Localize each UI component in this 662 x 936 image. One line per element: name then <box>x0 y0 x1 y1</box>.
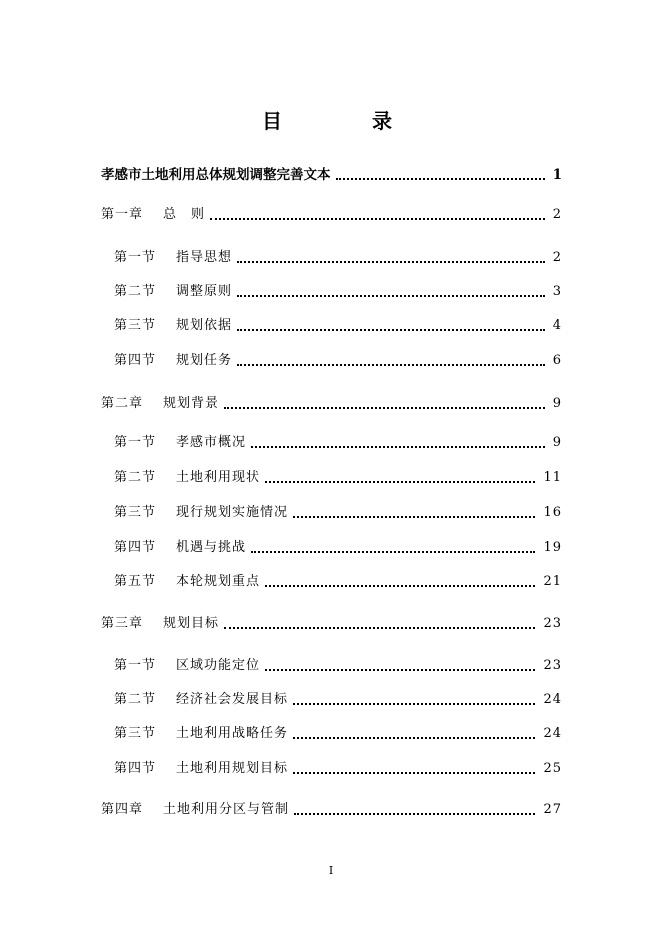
toc-leader-dots <box>265 481 535 483</box>
toc-leader-dots <box>224 407 545 409</box>
toc-entry[interactable] <box>114 282 562 302</box>
footer-page-number: I <box>328 864 334 877</box>
toc-entry[interactable] <box>114 316 562 336</box>
toc-entry[interactable] <box>114 538 562 558</box>
toc-entry-number: 第四节 <box>114 353 157 368</box>
toc-entry-page: 16 <box>543 505 562 520</box>
toc-entry-number: 第三章 <box>101 616 144 631</box>
toc-leader-dots <box>210 218 545 220</box>
toc-leader-dots <box>294 813 535 815</box>
toc-leader-dots <box>237 295 545 297</box>
toc-leader-dots <box>224 627 535 629</box>
toc-leader-dots <box>251 551 535 553</box>
toc-entry-number: 第三节 <box>114 318 157 333</box>
toc-leader-dots <box>336 178 545 180</box>
toc-entry-number: 第三节 <box>114 505 157 520</box>
toc-entry-page: 19 <box>543 540 562 555</box>
toc-entry-label: 孝感市土地利用总体规划调整完善文本 <box>101 167 331 183</box>
toc-entry-number: 第一节 <box>114 250 157 265</box>
toc-entry-label: 现行规划实施情况 <box>176 505 289 520</box>
toc-entry-number: 第一节 <box>114 435 157 450</box>
toc-entry-label: 区域功能定位 <box>176 658 261 673</box>
toc-entry-label: 经济社会发展目标 <box>176 692 289 707</box>
toc-entry-number: 第三节 <box>114 726 157 741</box>
toc-entry-label: 土地利用规划目标 <box>176 761 289 776</box>
toc-entry-page: 21 <box>543 574 562 589</box>
toc-leader-dots <box>293 737 535 739</box>
toc-entry[interactable] <box>114 759 562 779</box>
toc-entry-label: 土地利用战略任务 <box>176 726 289 741</box>
toc-leader-dots <box>251 446 545 448</box>
toc-entry[interactable] <box>114 248 562 268</box>
toc-leader-dots <box>237 261 545 263</box>
toc-leader-dots <box>293 516 535 518</box>
toc-entry-label: 调整原则 <box>176 284 233 299</box>
toc-entry-page: 24 <box>543 692 562 707</box>
toc-entry-label: 规划目标 <box>163 616 220 631</box>
toc-entry-page: 9 <box>552 435 562 450</box>
toc-entry[interactable] <box>114 690 562 710</box>
toc-leader-dots <box>265 585 535 587</box>
toc-entry-number: 第四章 <box>101 802 144 817</box>
toc-leader-dots <box>237 329 545 331</box>
toc-entry-page: 3 <box>552 284 562 299</box>
toc-entry-page: 27 <box>543 802 562 817</box>
toc-entry[interactable] <box>114 572 562 592</box>
toc-entry-label: 指导思想 <box>176 250 233 265</box>
toc-entry-page: 24 <box>543 726 562 741</box>
toc-entry-page: 4 <box>552 318 562 333</box>
toc-entry-number: 第四节 <box>114 761 157 776</box>
toc-entry[interactable] <box>114 503 562 523</box>
toc-entry-page: 1 <box>552 167 562 183</box>
toc-entry-page: 9 <box>552 396 562 411</box>
toc-leader-dots <box>293 703 535 705</box>
toc-entry[interactable] <box>101 205 562 225</box>
toc-entry-page: 2 <box>552 250 562 265</box>
toc-entry-label: 土地利用分区与管制 <box>163 802 290 817</box>
toc-entry-number: 第五节 <box>114 574 157 589</box>
toc-entry-label: 规划背景 <box>163 396 220 411</box>
toc-entry-number: 第二节 <box>114 284 157 299</box>
toc-title <box>0 101 662 133</box>
toc-entry-label: 规划任务 <box>176 353 233 368</box>
toc-entry[interactable] <box>114 351 562 371</box>
toc-entry-label: 孝感市概况 <box>176 435 247 450</box>
toc-entry-number: 第二节 <box>114 692 157 707</box>
toc-title-char-2: 录 <box>372 109 392 133</box>
toc-leader-dots <box>265 669 535 671</box>
toc-entry[interactable] <box>101 800 562 820</box>
toc-entry-page: 23 <box>543 658 562 673</box>
toc-entry-number: 第二节 <box>114 470 157 485</box>
toc-entry-label: 规划依据 <box>176 318 233 333</box>
toc-entry-number: 第一节 <box>114 658 157 673</box>
toc-entry-number: 第二章 <box>101 396 144 411</box>
toc-entry[interactable] <box>114 656 562 676</box>
toc-entry-label: 本轮规划重点 <box>176 574 261 589</box>
toc-entry[interactable] <box>114 468 562 488</box>
toc-entry-label: 土地利用现状 <box>176 470 261 485</box>
toc-entry-label: 总 则 <box>163 207 206 222</box>
toc-entry-number: 第一章 <box>101 207 144 222</box>
toc-entry-page: 2 <box>552 207 562 222</box>
toc-entry[interactable] <box>114 724 562 744</box>
toc-leader-dots <box>237 364 545 366</box>
toc-entry-label: 机遇与挑战 <box>176 540 247 555</box>
toc-entry[interactable] <box>114 433 562 453</box>
toc-entry-number: 第四节 <box>114 540 157 555</box>
toc-entry[interactable] <box>101 165 562 185</box>
toc-entry[interactable] <box>101 614 562 634</box>
toc-leader-dots <box>293 772 535 774</box>
toc-entry-page: 11 <box>543 470 562 485</box>
toc-entry-page: 23 <box>543 616 562 631</box>
toc-entry[interactable] <box>101 394 562 414</box>
toc-entry-page: 6 <box>552 353 562 368</box>
toc-title-char-1: 目 <box>262 109 282 133</box>
toc-entry-page: 25 <box>543 761 562 776</box>
